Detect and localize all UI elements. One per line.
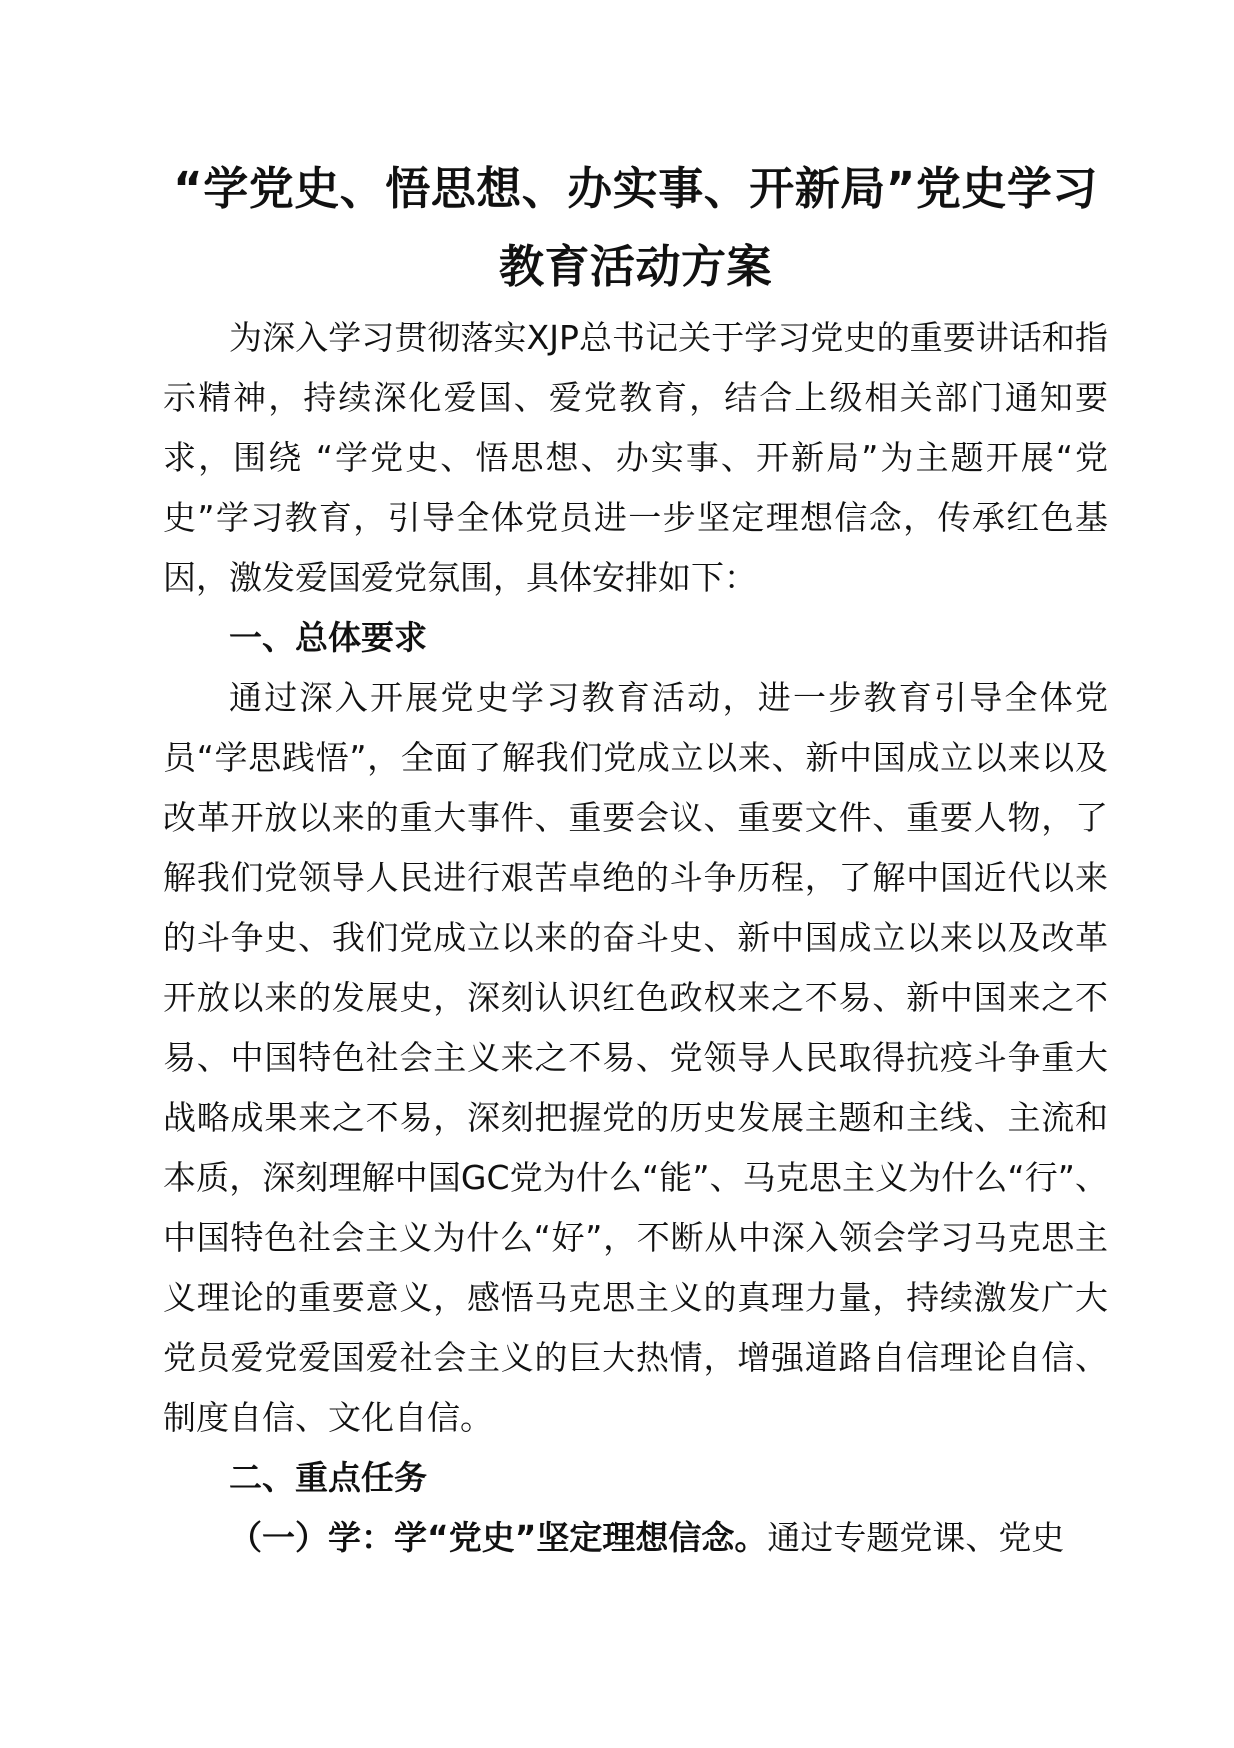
section-1-paragraph: 通过深入开展党史学习教育活动，进一步教育引导全体党员“学思践悟”，全面了解我们党成立以来、新中国成立以来以及改革开放以来的重大事件、重要会议、重要文件、重要人物，了解我们党领导人民进行艰苦卓绝的斗争历程，了解中国近代以来的斗争史、我们党成立以来的奋斗史、新中国成立以来以及改革开放以来的发展史，深刻认识红色政权来之不易、新中国来之不易、中国特色社会主义来之不易、党领导人民取得抗疫斗争重大战略成果来之不易，深刻把握党的历史发展主题和主线、主流和本质，深刻理解中国GC党为什么“能”、马克思主义为什么“行”、中国特色社会主义为什么“好”，不断从中深入领会学习马克思主义理论的重要意义，感悟马克思主义的真理力量，持续激发广大党员爱党爱国爱社会主义的巨大热情，增强道路自信理论自信、制度自信、文化自信。: [163, 678, 1108, 1437]
section-2-heading: 二、重点任务: [229, 1458, 427, 1497]
document-title: [163, 150, 1108, 306]
document-body: [163, 308, 1108, 1568]
section-2-item-1-text: 通过专题党课、党史: [767, 1518, 1065, 1557]
intro-paragraph: 为深入学习贯彻落实XJP总书记关于学习党史的重要讲话和指示精神，持续深化爱国、爱党教育，结合上级相关部门通知要求，围绕 “学党史、悟思想、办实事、开新局”为主题开展“党史”学习教育，引导全体党员进一步坚定理想信念，传承红色基因，激发爱国爱党氛围，具体安排如下：: [163, 318, 1108, 597]
document-title-line-2: 教育活动方案: [498, 240, 772, 293]
document-page: [163, 150, 1108, 1568]
document-title-line-1: “学党史、悟思想、办实事、开新局”党史学习: [173, 162, 1098, 215]
section-2-item-1: [163, 1508, 1108, 1568]
section-2-item-1-label: （一）学：学“党史”坚定理想信念。: [229, 1518, 768, 1557]
section-1-heading: 一、总体要求: [229, 618, 427, 657]
